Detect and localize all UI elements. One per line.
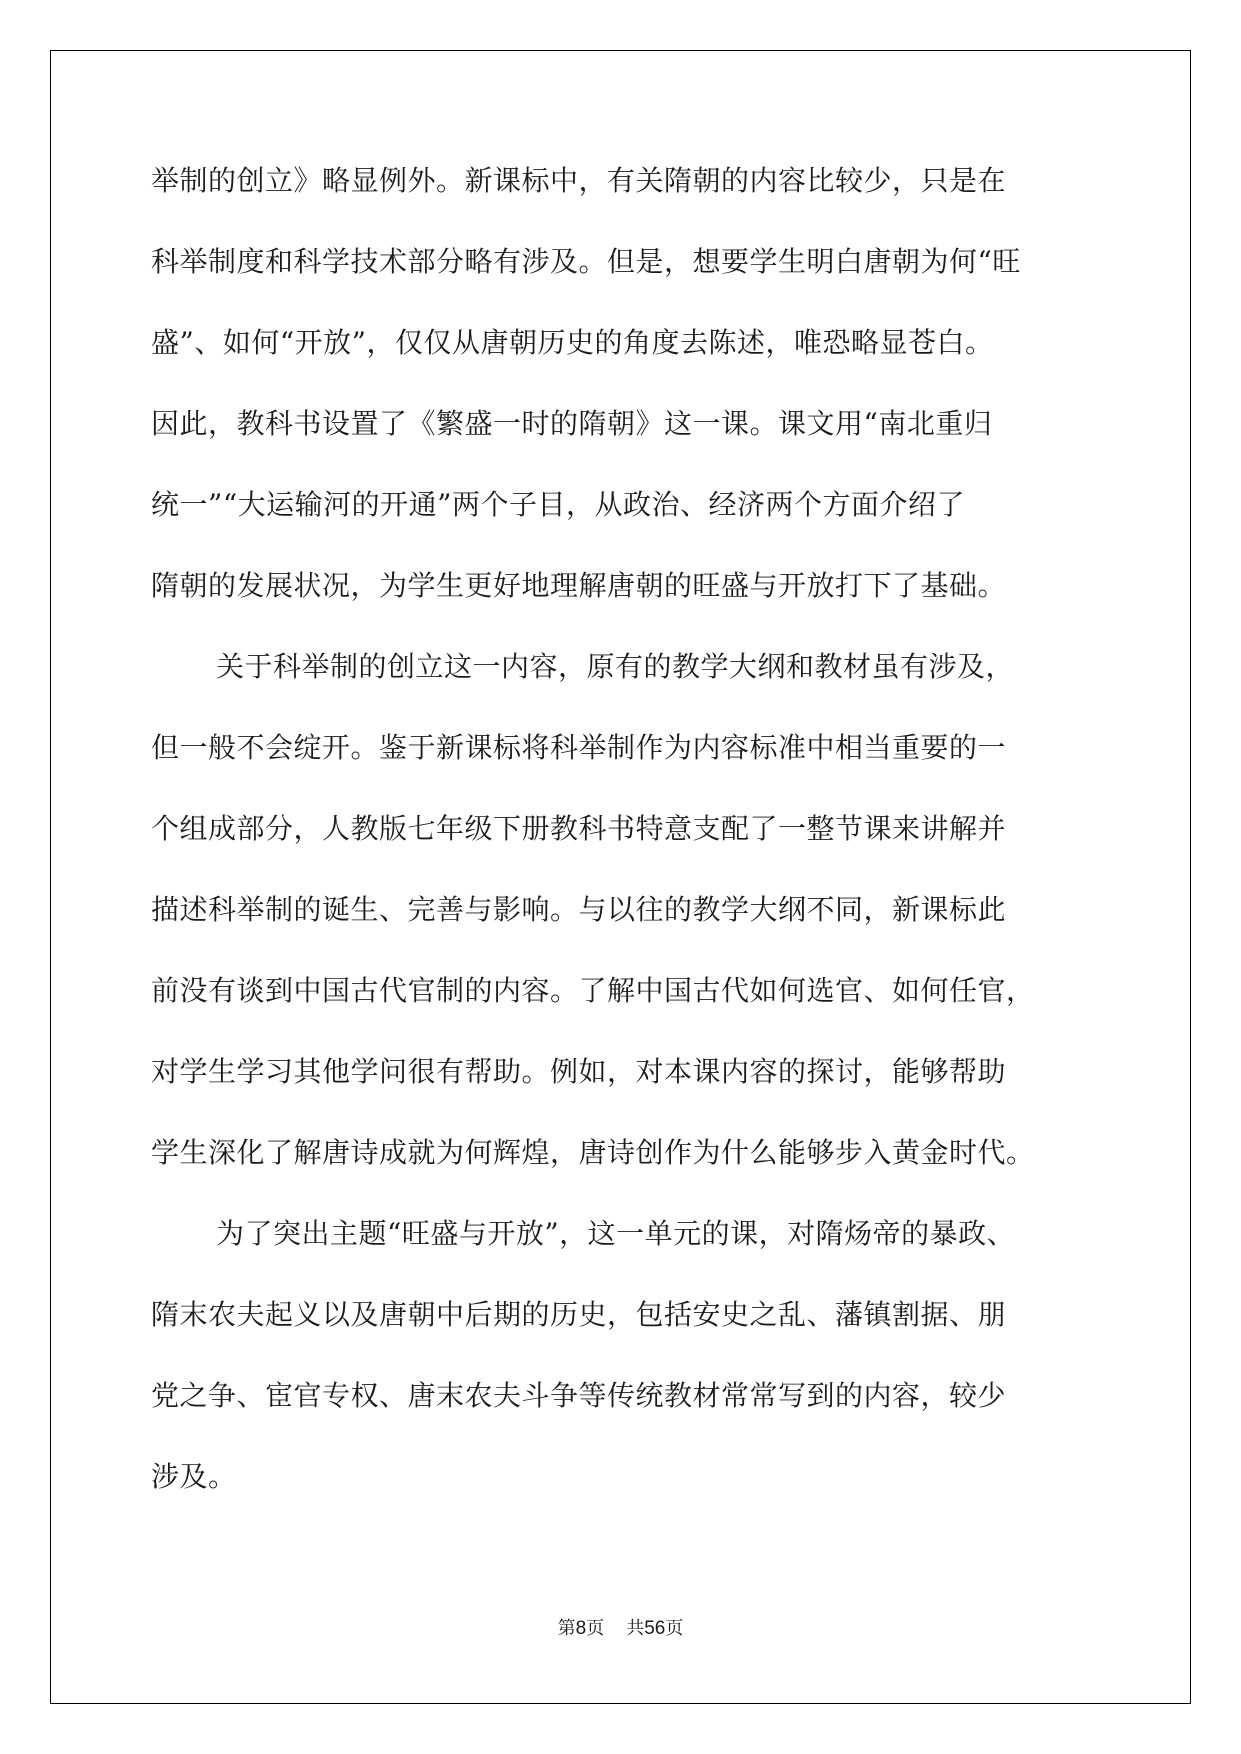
text-line: 前没有谈到中国古代官制的内容。了解中国古代如何选官、如何任官，	[151, 974, 1035, 1007]
total-pages: 56	[644, 1618, 666, 1639]
total-suffix: 页	[665, 1618, 684, 1639]
text-line: 学生深化了解唐诗成就为何辉煌，唐诗创作为什么能够步入黄金时代。	[151, 1136, 1035, 1169]
text-line: 科举制度和科学技术部分略有涉及。但是，想要学生明白唐朝为何“旺	[151, 245, 1021, 278]
text-line: 因此，教科书设置了《繁盛一时的隋朝》这一课。课文用“南北重归	[151, 407, 993, 440]
text-line: 盛”、如何“开放”，仅仅从唐朝历史的角度去陈述，唯恐略显苍白。	[151, 326, 994, 359]
text-line: 党之争、宦官专权、唐末农夫斗争等传统教材常常写到的内容，较少	[151, 1379, 1007, 1412]
text-line: 对学生学习其他学问很有帮助。例如，对本课内容的探讨，能够帮助	[151, 1055, 1007, 1088]
text-line: 举制的创立》略显例外。新课标中，有关隋朝的内容比较少，只是在	[151, 164, 1007, 197]
page-suffix: 页	[586, 1618, 605, 1639]
text-line: 个组成部分，人教版七年级下册教科书特意支配了一整节课来讲解并	[151, 812, 1007, 845]
text-line: 但一般不会绽开。鉴于新课标将科举制作为内容标准中相当重要的一	[151, 731, 1007, 764]
page-number: 8	[575, 1618, 587, 1639]
text-line: 涉及。	[151, 1460, 237, 1493]
paragraph-first-line: 关于科举制的创立这一内容，原有的教学大纲和教材虽有涉及，	[216, 650, 1015, 683]
total-prefix: 共	[626, 1618, 645, 1639]
page-prefix: 第	[557, 1618, 576, 1639]
text-line: 描述科举制的诞生、完善与影响。与以往的教学大纲不同，新课标此	[151, 893, 1007, 926]
text-line: 隋末农夫起义以及唐朝中后期的历史，包括安史之乱、藩镇割据、朋	[151, 1298, 1007, 1331]
document-body	[151, 163, 1089, 1540]
page-footer	[0, 1617, 1241, 1641]
paragraph-first-line: 为了突出主题“旺盛与开放”，这一单元的课，对隋炀帝的暴政、	[216, 1217, 1016, 1250]
text-line: 统一”“大运输河的开通”两个子目，从政治、经济两个方面介绍了	[151, 488, 965, 521]
text-line: 隋朝的发展状况，为学生更好地理解唐朝的旺盛与开放打下了基础。	[151, 569, 1007, 602]
